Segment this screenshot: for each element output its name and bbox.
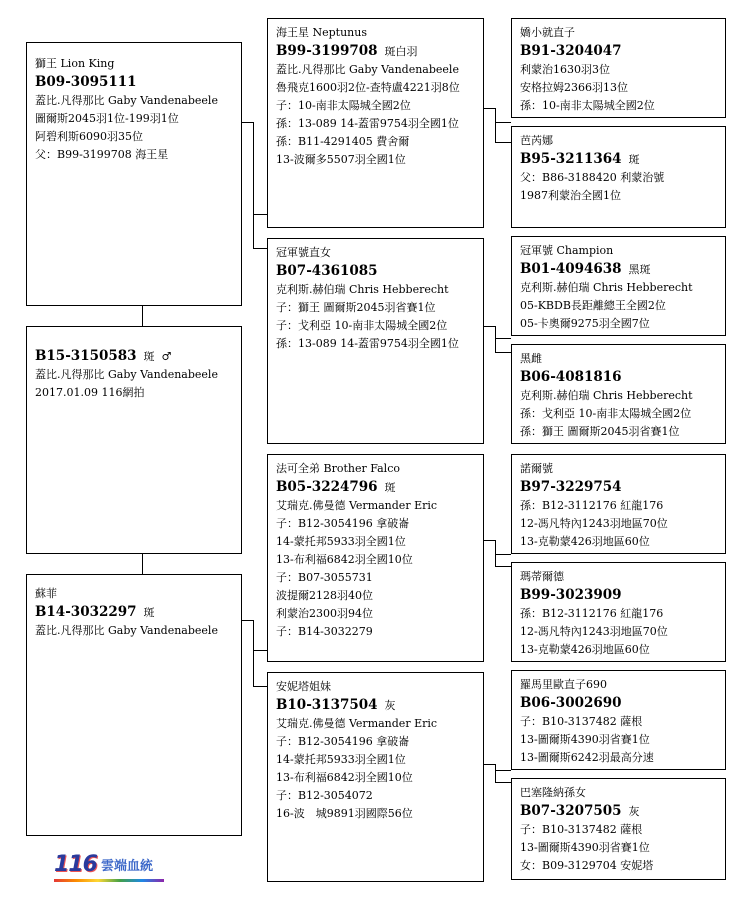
pedigree-detail-line: 子：10-南非太陽城全國2位 (276, 99, 411, 112)
pedigree-box-sire-dam (267, 238, 484, 444)
ring-number: B99-3023909 (520, 587, 622, 603)
bird-name: 羅馬里歐直子690 (520, 678, 607, 691)
color-sex-label: 斑 ♂ (136, 350, 172, 363)
pedigree-box-ddd (511, 778, 726, 880)
ring-number-row (35, 347, 233, 366)
pedigree-detail-line: 子：獅王 圖爾斯2045羽省賽1位 (276, 301, 436, 314)
ring-number: B99-3199708 (276, 43, 378, 59)
pedigree-detail-line: 父：B86-3188420 利蒙治號 (520, 171, 665, 184)
ring-number: B06-3002690 (520, 695, 622, 711)
bird-name: 冠軍號 Champion (520, 244, 614, 257)
pedigree-box-dam-dam (267, 672, 484, 882)
pedigree-detail-line: 子：B14-3032279 (276, 625, 373, 638)
ring-number-row (276, 696, 475, 715)
color-sex-label: 斑 (136, 606, 155, 619)
pedigree-box-subject (26, 326, 242, 554)
logo-number: 116 (54, 852, 97, 877)
pedigree-detail-line: 13-圖爾斯4390羽省賽1位 (520, 733, 650, 746)
color-sex-label: 斑 (621, 153, 640, 166)
connector (495, 326, 496, 352)
pedigree-detail-line: 利蒙治1630羽3位 (520, 63, 610, 76)
pedigree-detail-line: 13-波爾多5507羽全國1位 (276, 153, 406, 166)
ring-number: B07-4361085 (276, 263, 378, 279)
pedigree-detail-line: 13-布利福6842羽全國10位 (276, 553, 413, 566)
pedigree-detail-line: 14-蒙托邦5933羽全國1位 (276, 753, 406, 766)
pedigree-detail-line: 孫：B11-4291405 費舍爾 (276, 135, 410, 148)
color-sex-label: 黑斑 (621, 263, 651, 276)
pedigree-box-ssd (511, 126, 726, 228)
pedigree-detail-line: 12-馮凡特內1243羽地區70位 (520, 625, 668, 638)
bird-name: 瑪蒂爾德 (520, 570, 564, 583)
bird-name: 諾爾號 (520, 462, 553, 475)
pedigree-detail-line: 孫：B12-3112176 紅龍176 (520, 499, 664, 512)
connector (495, 122, 511, 123)
pedigree-detail-line: 子：B10-3137482 薩根 (520, 715, 643, 728)
ring-number: B01-4094638 (520, 261, 622, 277)
pedigree-box-sds (511, 236, 726, 336)
pedigree-detail-line: 子：B10-3137482 薩根 (520, 823, 643, 836)
connector (483, 764, 495, 765)
pedigree-detail-line: 子：B12-3054196 拿破崙 (276, 735, 410, 748)
pedigree-detail-line: 艾瑞克.佛曼德 Vermander Eric (276, 717, 438, 730)
ring-number-row (276, 262, 475, 281)
connector (495, 142, 511, 143)
ring-number: B91-3204047 (520, 43, 622, 59)
pedigree-detail-line: 蓋比.凡得那比 Gaby Vandenabeele (276, 63, 459, 76)
brand-logo (54, 852, 153, 877)
pedigree-detail-line: 13-圖爾斯6242羽最高分速 (520, 751, 654, 764)
bird-name: 黑雌 (520, 352, 542, 365)
bird-name: 海王星 Neptunus (276, 26, 367, 39)
pedigree-detail-line: 16-波 城9891羽國際56位 (276, 807, 413, 820)
color-sex-label: 斑 (377, 481, 396, 494)
ring-number-row (276, 42, 475, 61)
ring-number-row (520, 586, 717, 605)
connector (253, 686, 267, 687)
pedigree-box-dam (26, 574, 242, 836)
pedigree-detail-line: 克利斯.赫伯瑞 Chris Hebberecht (520, 389, 693, 402)
color-sex-label: 灰 (377, 699, 396, 712)
pedigree-detail-line: 孫：B12-3112176 紅龍176 (520, 607, 664, 620)
pedigree-detail-line: 魯飛克1600羽2位-查特盧4221羽8位 (276, 81, 460, 94)
pedigree-box-sire-sire (267, 18, 484, 228)
pedigree-box-dss (511, 454, 726, 554)
ring-number: B10-3137504 (276, 697, 378, 713)
ring-number: B15-3150583 (35, 348, 137, 364)
connector (495, 770, 511, 771)
ring-number: B06-4081816 (520, 369, 622, 385)
pedigree-box-sire (26, 42, 242, 306)
pedigree-detail-line: 1987利蒙治全國1位 (520, 189, 621, 202)
pedigree-detail-line: 13-克勒蒙426羽地區60位 (520, 535, 650, 548)
pedigree-detail-line: 05-KBDB長距離總王全國2位 (520, 299, 666, 312)
ring-number: B05-3224796 (276, 479, 378, 495)
pedigree-box-dsd (511, 562, 726, 662)
connector (483, 540, 495, 541)
connector (253, 620, 254, 686)
connector (483, 108, 495, 109)
pedigree-detail-line: 利蒙治2300羽94位 (276, 607, 373, 620)
pedigree-box-dds (511, 670, 726, 770)
bird-name: 芭芮娜 (520, 134, 553, 147)
ring-number-row (276, 478, 475, 497)
pedigree-detail-line: 14-蒙托邦5933羽全國1位 (276, 535, 406, 548)
pedigree-box-sss (511, 18, 726, 118)
color-sex-label: 斑白羽 (377, 45, 418, 58)
connector (495, 352, 511, 353)
connector (253, 122, 254, 248)
connector (241, 620, 253, 621)
ring-number: B95-3211364 (520, 151, 622, 167)
pedigree-detail-line: 阿碧利斯6090羽35位 (35, 130, 143, 143)
bird-name: 嬌小就直子 (520, 26, 575, 39)
connector (142, 306, 143, 326)
ring-number-row (520, 802, 717, 821)
pedigree-detail-line: 13-圖爾斯4390羽省賽1位 (520, 841, 650, 854)
pedigree-detail-line: 孫：13-089 14-蓋雷9754羽全國1位 (276, 117, 459, 130)
ring-number: B14-3032297 (35, 604, 137, 620)
ring-number: B07-3207505 (520, 803, 622, 819)
connector (142, 554, 143, 574)
connector (253, 214, 267, 215)
connector (495, 540, 496, 566)
pedigree-detail-line: 蓋比.凡得那比 Gaby Vandenabeele (35, 94, 218, 107)
pedigree-detail-line: 子：戈利亞 10-南非太陽城全國2位 (276, 319, 448, 332)
pedigree-detail-line: 13-克勒蒙426羽地區60位 (520, 643, 650, 656)
pedigree-detail-line: 孫：獅王 圖爾斯2045羽省賽1位 (520, 425, 680, 438)
connector (495, 566, 511, 567)
bird-name: 蘇菲 (35, 587, 57, 600)
connector (495, 554, 511, 555)
pedigree-detail-line: 12-馮凡特內1243羽地區70位 (520, 517, 668, 530)
color-sex-label: 灰 (621, 805, 640, 818)
ring-number-row (35, 603, 233, 622)
pedigree-detail-line: 安格拉姆2366羽13位 (520, 81, 628, 94)
connector (495, 108, 496, 142)
pedigree-detail-line: 子：B12-3054072 (276, 789, 373, 802)
logo-text: 雲端血統 (100, 859, 153, 874)
ring-number-row (35, 73, 233, 92)
pedigree-detail-line: 孫：戈利亞 10-南非太陽城全國2位 (520, 407, 692, 420)
pedigree-box-dam-sire (267, 454, 484, 662)
pedigree-detail-line: 父：B99-3199708 海王星 (35, 148, 169, 161)
pedigree-detail-line: 波提爾2128羽40位 (276, 589, 373, 602)
pedigree-detail-line: 子：B07-3055731 (276, 571, 373, 584)
bird-name: 獅王 Lion King (35, 57, 115, 70)
ring-number-row (520, 478, 717, 497)
bird-name: 法可全弟 Brother Falco (276, 462, 400, 475)
bird-name: 冠軍號直女 (276, 246, 331, 259)
pedigree-detail-line: 2017.01.09 116網拍 (35, 386, 145, 399)
ring-number-row (520, 260, 717, 279)
connector (241, 122, 253, 123)
pedigree-detail-line: 圖爾斯2045羽1位-199羽1位 (35, 112, 179, 125)
ring-number-row (520, 42, 717, 61)
pedigree-detail-line: 子：B12-3054196 拿破崙 (276, 517, 410, 530)
pedigree-detail-line: 克利斯.赫伯瑞 Chris Hebberecht (276, 283, 449, 296)
pedigree-detail-line: 孫：10-南非太陽城全國2位 (520, 99, 655, 112)
pedigree-detail-line: 13-布利福6842羽全國10位 (276, 771, 413, 784)
ring-number: B09-3095111 (35, 74, 137, 90)
connector (495, 782, 511, 783)
logo-rainbow-bar (54, 879, 164, 882)
pedigree-box-sdd (511, 344, 726, 444)
pedigree-detail-line: 艾瑞克.佛曼德 Vermander Eric (276, 499, 438, 512)
ring-number: B97-3229754 (520, 479, 622, 495)
connector (253, 248, 267, 249)
bird-name: 安妮塔姐妹 (276, 680, 331, 693)
connector (253, 650, 267, 651)
bird-name: 巴塞隆納孫女 (520, 786, 586, 799)
pedigree-detail-line: 蓋比.凡得那比 Gaby Vandenabeele (35, 624, 218, 637)
pedigree-detail-line: 05-卡奧爾9275羽全國7位 (520, 317, 650, 330)
connector (495, 338, 511, 339)
ring-number-row (520, 694, 717, 713)
pedigree-detail-line: 蓋比.凡得那比 Gaby Vandenabeele (35, 368, 218, 381)
pedigree-detail-line: 女：B09-3129704 安妮塔 (520, 859, 654, 872)
ring-number-row (520, 150, 717, 169)
connector (483, 326, 495, 327)
connector (495, 764, 496, 782)
pedigree-detail-line: 克利斯.赫伯瑞 Chris Hebberecht (520, 281, 693, 294)
pedigree-detail-line: 孫：13-089 14-蓋雷9754羽全國1位 (276, 337, 459, 350)
ring-number-row (520, 368, 717, 387)
